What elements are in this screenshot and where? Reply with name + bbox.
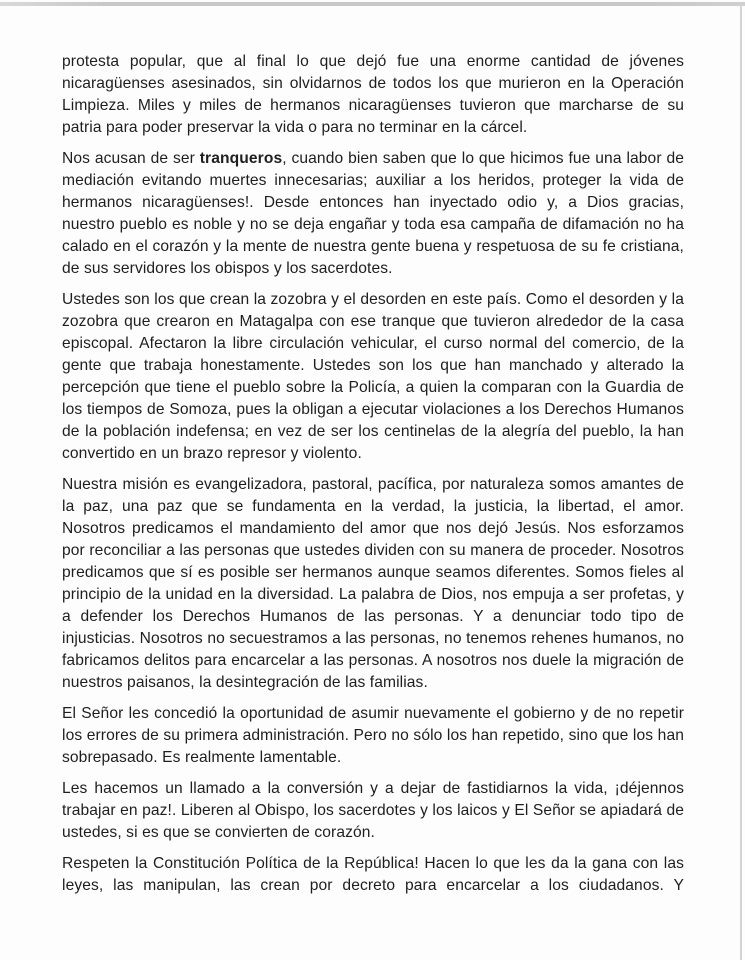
text-run: Nuestra misión es evangelizadora, pastoral, pacífica, por naturaleza somos amantes de la paz, una paz que se fundamenta en la verdad, la justicia, la libertad, el amor. Nosotros predicamos el mandamiento del amor que nos dejó Jesús. Nos esforzamos por reconciliar a las personas que ustedes dividen con su manera de proceder. Nosotros predicamos que sí es posible ser hermanos aunque seamos diferentes. Somos fieles al principio de la unidad en la diversidad. La palabra de Dios, nos empuja a ser profetas, y a defender los Derechos Humanos de las personas. Y a denunciar todo tipo de injusticias. Nosotros no secuestramos a las personas, no tenemos rehenes humanos, no fabricamos delitos para encarcelar a las personas. A nosotros nos duele la migración de nuestros paisanos, la desintegración de las familias. — [62, 476, 684, 691]
paragraph — [62, 853, 684, 897]
paragraph — [62, 289, 684, 465]
scan-edge-right — [740, 5, 742, 960]
paragraph — [62, 703, 684, 769]
scan-edge-top — [0, 2, 745, 6]
bold-text-run: tranqueros — [199, 150, 283, 167]
text-run: Nos acusan de ser — [62, 150, 200, 167]
text-run: Les hacemos un llamado a la conversión y a dejar de fastidiarnos la vida, ¡déjennos trabajar en paz!. Liberen al Obispo, los sacerdotes y los laicos y El Señor se apiadará de ustedes, si es que se convierten de corazón. — [62, 780, 684, 841]
text-run: Respeten la Constitución Política de la República! Hacen lo que les da la gana con las leyes, las manipulan, las crean por decreto para encarcelar a los ciudadanos. Y — [62, 855, 684, 894]
text-run: Ustedes son los que crean la zozobra y el desorden en este país. Como el desorden y la zozobra que crearon en Matagalpa con ese tranque que tuvieron alrededor de la casa episcopal. Afectaron la libre circulación vehicular, el curso normal del comercio, de la gente que trabaja honestamente. Ustedes son los que han manchado y alterado la percepción que tiene el pueblo sobre la Policía, a quien la comparan con la Guardia de los tiempos de Somoza, pues la obligan a ejecutar violaciones a los Derechos Humanos de la población indefensa; en vez de ser los centinelas de la alegría del pueblo, la han convertido en un brazo represor y violento. — [62, 291, 684, 462]
document-body — [62, 51, 684, 906]
text-run: , cuando bien saben que lo que hicimos fue una labor de mediación evitando muertes innecesarias; auxiliar a los heridos, proteger la vida de hermanos nicaragüenses!. Desde entonces han inyectado odio y, a Dios gracias, nuestro pueblo es noble y no se deja engañar y toda esa campaña de difamación no ha calado en el corazón y la mente de nuestra gente buena y respetuosa de su fe cristiana, de sus servidores los obispos y los sacerdotes. — [62, 150, 684, 277]
paragraph — [62, 51, 684, 139]
paragraph — [62, 474, 684, 694]
text-run: protesta popular, que al final lo que dejó fue una enorme cantidad de jóvenes nicaragüenses asesinados, sin olvidarnos de todos los que murieron en la Operación Limpieza. Miles y miles de hermanos nicaragüenses tuvieron que marcharse de su patria para poder preservar la vida o para no terminar en la cárcel. — [62, 53, 684, 136]
text-run: El Señor les concedió la oportunidad de asumir nuevamente el gobierno y de no repetir los errores de su primera administración. Pero no sólo los han repetido, sino que los han sobrepasado. Es realmente lamentable. — [62, 705, 684, 766]
paragraph — [62, 778, 684, 844]
paragraph — [62, 148, 684, 280]
